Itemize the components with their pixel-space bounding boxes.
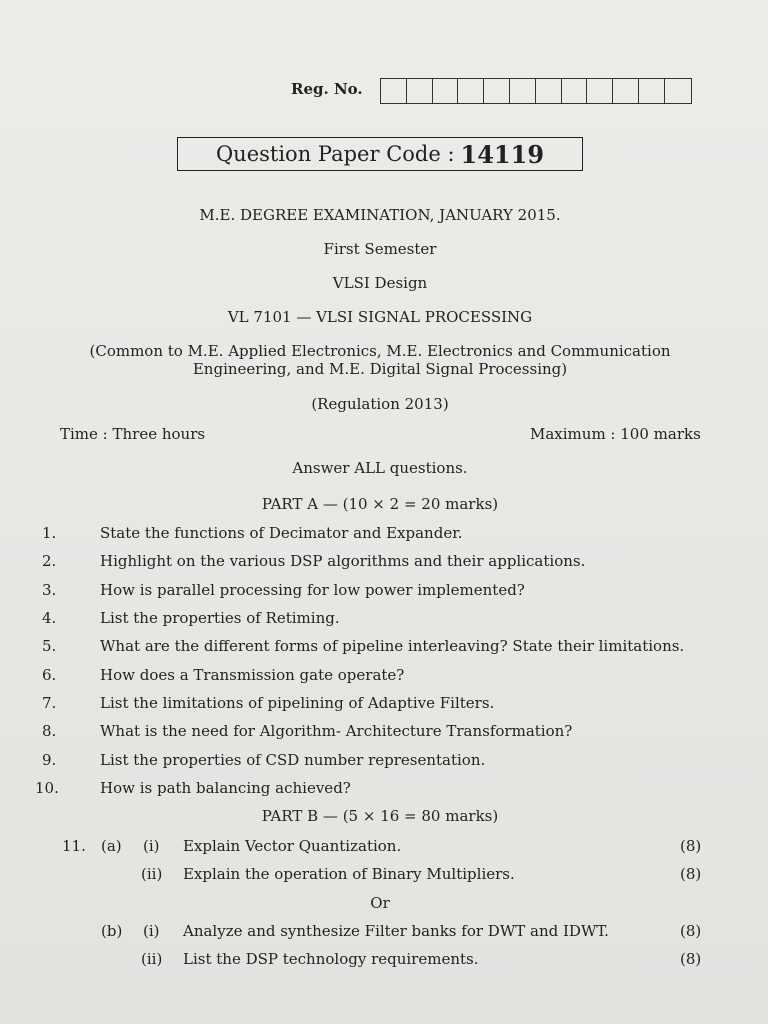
instruction: Answer ALL questions.	[292, 459, 468, 477]
reg-no-digit-box[interactable]	[587, 79, 613, 103]
question-text: What are the different forms of pipeline interleaving? State their limitations.	[100, 637, 685, 655]
question-text: Highlight on the various DSP algorithms and their applications.	[100, 552, 586, 570]
question-text: What is the need for Algorithm- Architecture Transformation?	[100, 722, 573, 740]
course-title: VL 7101 — VLSI SIGNAL PROCESSING	[227, 308, 533, 326]
regulation: (Regulation 2013)	[311, 395, 449, 413]
marks: (8)	[680, 865, 702, 883]
question-number: 10.	[35, 779, 59, 797]
part-label: (ii)	[141, 865, 163, 883]
question-text: List the properties of CSD number representation.	[100, 751, 486, 769]
question-paper-code-box	[177, 137, 583, 171]
part-b-title: PART B — (5 × 16 = 80 marks)	[261, 807, 499, 825]
reg-no-digit-box[interactable]	[458, 79, 484, 103]
reg-no-digit-box[interactable]	[407, 79, 433, 103]
part-a-title: PART A — (10 × 2 = 20 marks)	[261, 495, 499, 513]
sub-question-label: (b)	[101, 922, 123, 940]
question-number: 8.	[42, 722, 57, 740]
question-text: How does a Transmission gate operate?	[100, 666, 405, 684]
question-number: 4.	[42, 609, 57, 627]
question-number: 2.	[42, 552, 57, 570]
reg-no-digit-box[interactable]	[381, 79, 407, 103]
reg-no-digit-box[interactable]	[613, 79, 639, 103]
or-separator: Or	[370, 894, 390, 912]
common-line-1: (Common to M.E. Applied Electronics, M.E. Electronics and Communication	[89, 342, 671, 360]
question-number: 1.	[42, 524, 57, 542]
marks: (8)	[680, 922, 702, 940]
qpc-label: Question Paper Code :	[215, 142, 455, 166]
common-line-2: Engineering, and M.E. Digital Signal Processing)	[192, 360, 568, 378]
branch: VLSI Design	[332, 274, 428, 292]
sub-question-label: (a)	[101, 837, 122, 855]
question-text: How is path balancing achieved?	[100, 779, 351, 797]
question-text: Analyze and synthesize Filter banks for DWT and IDWT.	[183, 922, 609, 940]
part-label: (i)	[143, 922, 160, 940]
marks: (8)	[680, 837, 702, 855]
qpc-code: 14119	[460, 139, 545, 169]
reg-no-boxes[interactable]	[380, 78, 692, 104]
question-number: 11.	[62, 837, 86, 855]
reg-no-digit-box[interactable]	[484, 79, 510, 103]
reg-no-digit-box[interactable]	[562, 79, 588, 103]
question-number: 3.	[42, 581, 57, 599]
reg-no-digit-box[interactable]	[510, 79, 536, 103]
question-number: 6.	[42, 666, 57, 684]
question-text: Explain Vector Quantization.	[183, 837, 402, 855]
semester: First Semester	[323, 240, 437, 258]
question-text: How is parallel processing for low power implemented?	[100, 581, 525, 599]
maximum-marks: Maximum : 100 marks	[530, 425, 701, 443]
question-number: 5.	[42, 637, 57, 655]
question-text: List the DSP technology requirements.	[183, 950, 479, 968]
question-text: List the properties of Retiming.	[100, 609, 340, 627]
question-text: State the functions of Decimator and Expander.	[100, 524, 463, 542]
part-label: (i)	[143, 837, 160, 855]
exam-title: M.E. DEGREE EXAMINATION, JANUARY 2015.	[199, 206, 561, 224]
reg-no-digit-box[interactable]	[639, 79, 665, 103]
reg-no-digit-box[interactable]	[665, 79, 691, 103]
question-number: 7.	[42, 694, 57, 712]
reg-no-label: Reg. No.	[291, 80, 363, 98]
reg-no-digit-box[interactable]	[536, 79, 562, 103]
question-text: List the limitations of pipelining of Adaptive Filters.	[100, 694, 495, 712]
part-label: (ii)	[141, 950, 163, 968]
question-number: 9.	[42, 751, 57, 769]
reg-no-digit-box[interactable]	[433, 79, 459, 103]
time-allowed: Time : Three hours	[60, 425, 206, 443]
question-text: Explain the operation of Binary Multipliers.	[183, 865, 515, 883]
marks: (8)	[680, 950, 702, 968]
